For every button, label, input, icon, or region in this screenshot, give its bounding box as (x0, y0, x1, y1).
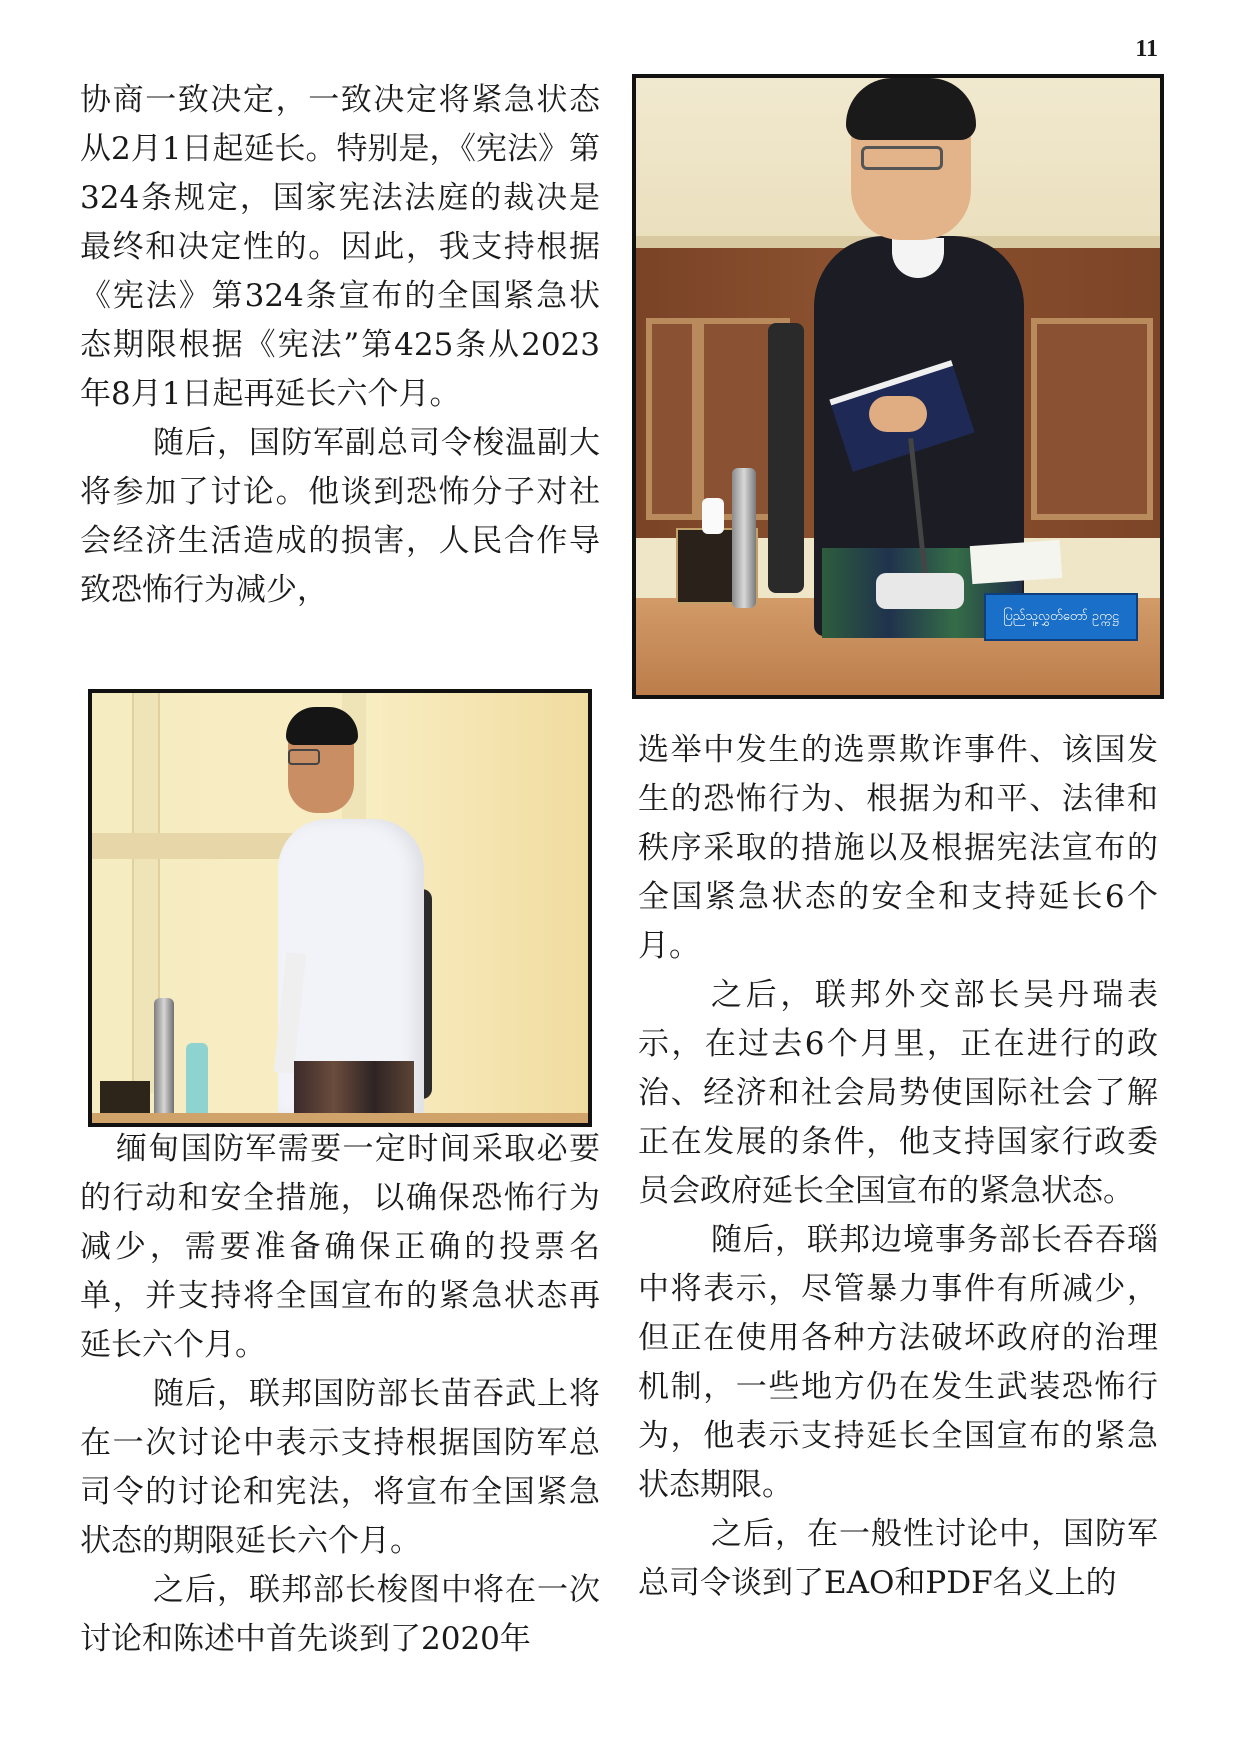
paragraph: 之后，联邦部长梭图中将在一次讨论和陈述中首先谈到了2020年 (80, 1572, 600, 1657)
left-column-top (80, 76, 600, 615)
page-number: 11 (1135, 36, 1158, 62)
nameplate: ပြည်သူ့လွှတ်တော် ဥက္ကဋ္ဌ (984, 593, 1138, 641)
paragraph: 随后，联邦边境事务部长吞吞瑙中将表示，尽管暴力事件有所减少，但正在使用各种方法破坏政府的治理机制，一些地方仍在发生武装恐怖行为，他表示支持延长全国宣布的紧急状态期限。 (638, 1222, 1158, 1503)
left-column-bottom (80, 1125, 600, 1664)
right-column (638, 726, 1158, 1608)
paragraph: 之后，联邦外交部长吴丹瑞表示，在过去6个月里，正在进行的政治、经济和社会局势使国际社会了解正在发展的条件，他支持国家行政委员会政府延长全国宣布的紧急状态。 (638, 977, 1158, 1209)
paragraph: 协商一致决定，一致决定将紧急状态从2月1日起延长。特别是，《宪法》第324条规定，国家宪法法庭的裁决是最终和决定性的。因此，我支持根据《宪法》第324条宣布的全国紧急状态期限根据《宪法”第425条从2023年8月1日起再延长六个月。 (80, 82, 600, 412)
speaker-photo-top-right (632, 74, 1164, 699)
speaker-photo-left (88, 689, 592, 1127)
paragraph: 选举中发生的选票欺诈事件、该国发生的恐怖行为、根据为和平、法律和秩序采取的措施以及根据宪法宣布的全国紧急状态的安全和支持延长6个月。 (638, 732, 1158, 964)
paragraph: 之后，在一般性讨论中，国防军总司令谈到了EAO和PDF名义上的 (638, 1516, 1158, 1601)
paragraph: 缅甸国防军需要一定时间采取必要的行动和安全措施，以确保恐怖行为减少，需要准备确保正确的投票名单，并支持将全国宣布的紧急状态再延长六个月。 (80, 1131, 600, 1363)
paragraph: 随后，联邦国防部长苗吞武上将在一次讨论中表示支持根据国防军总司令的讨论和宪法，将宣布全国紧急状态的期限延长六个月。 (80, 1376, 600, 1559)
paragraph: 随后，国防军副总司令梭温副大将参加了讨论。他谈到恐怖分子对社会经济生活造成的损害，人民合作导致恐怖行为减少， (80, 425, 600, 608)
